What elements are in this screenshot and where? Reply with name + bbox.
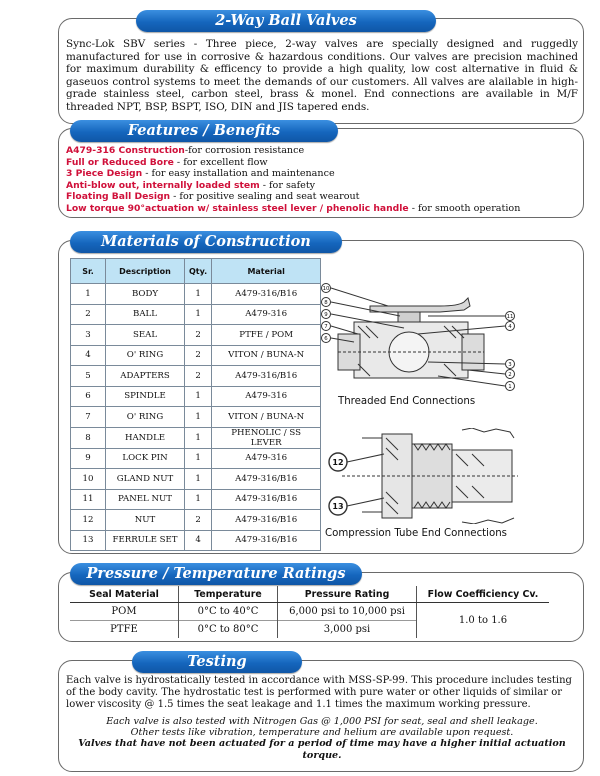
table-header-row [70, 586, 549, 603]
materials-title: Materials of Construction [101, 233, 311, 250]
description-cell: BALL [106, 304, 185, 325]
qty-cell: 2 [185, 366, 212, 387]
description-cell: GLAND NUT [106, 469, 185, 490]
qty-cell: 1 [185, 448, 212, 469]
testing-note-other: Other tests like vibration, temperature and helium are available upon request. [130, 727, 514, 739]
col-header-pressure: Pressure Rating [278, 586, 417, 603]
description-cell: HANDLE [106, 427, 185, 448]
testing-title: Testing [187, 653, 247, 670]
qty-cell: 1 [185, 489, 212, 510]
compression-caption: Compression Tube End Connections [325, 528, 507, 539]
cv-cell: 1.0 to 1.6 [417, 603, 550, 639]
feature-item [66, 191, 360, 203]
sr-cell: 9 [71, 448, 106, 469]
material-cell: A479-316/B16 [212, 366, 321, 387]
col-header-qty: Qty. [185, 259, 212, 284]
callout-label: 4 [508, 324, 512, 330]
feature-key: Anti-blow out, internally loaded stem [66, 179, 260, 191]
sr-cell: 8 [71, 427, 106, 448]
features-header [70, 120, 338, 142]
testing-description: Each valve is hydrostatically tested in accordance with MSS-SP-99. This procedure includes testing of the body cavity. The hydrostatic test is performed with pure water or other liquids of similar or lower viscosity @ 1.5 times the seat leakage and 1.1 times the maximum working pressure. [66, 675, 572, 710]
qty-cell: 4 [185, 530, 212, 551]
feature-key: Full or Reduced Bore [66, 156, 174, 168]
material-cell: A479-316/B16 [212, 284, 321, 305]
description-cell: NUT [106, 510, 185, 531]
testing-note-nitrogen: Each valve is also tested with Nitrogen Gas @ 1,000 PSI for seat, seal and shell leakage. [106, 716, 538, 727]
feature-item [66, 157, 268, 169]
col-header-description: Description [106, 259, 185, 284]
col-header-temperature: Temperature [179, 586, 278, 603]
threaded-valve-drawing [318, 276, 524, 396]
qty-cell: 2 [185, 345, 212, 366]
table-header-row [71, 259, 321, 284]
callout-label: 7 [324, 324, 328, 330]
temperature-cell: 0°C to 80°C [179, 621, 278, 639]
material-cell: A479-316/B16 [212, 469, 321, 490]
sr-cell: 5 [71, 366, 106, 387]
sr-cell: 2 [71, 304, 106, 325]
pressure-title: Pressure / Temperature Ratings [86, 565, 346, 582]
description-cell: SEAL [106, 325, 185, 346]
col-header-cv: Flow Coefficiency Cv. [417, 586, 550, 603]
feature-key: A479-316 Construction [66, 145, 185, 156]
materials-table [70, 258, 321, 551]
col-header-seal: Seal Material [70, 586, 179, 603]
sr-cell: 13 [71, 530, 106, 551]
table-row [71, 530, 321, 551]
table-row [71, 386, 321, 407]
col-header-material: Material [212, 259, 321, 284]
qty-cell: 1 [185, 407, 212, 428]
callout-label: 2 [508, 372, 512, 378]
description-cell: SPINDLE [106, 386, 185, 407]
table-row [71, 284, 321, 305]
testing-header [132, 651, 302, 673]
feature-key: 3 Piece Design [66, 168, 143, 179]
ball-valves-header [136, 10, 436, 32]
description-cell: O' RING [106, 345, 185, 366]
qty-cell: 2 [185, 325, 212, 346]
description-cell: FERRULE SET [106, 530, 185, 551]
compression-fitting-drawing [322, 428, 522, 524]
description-cell: PANEL NUT [106, 489, 185, 510]
ball-valves-description: Sync-Lok SBV series - Three piece, 2-way valves are specially designed and ruggedly manufactured for use in corrosive & hazardous conditions. Our valves are precision machined for maximum durability & efficency to provide a high quality, low cost alternative in fluid & gaseuos control systems to meet the demands of our customers. All valves are alailable in high-grade stainless steel, carbon steel, brass & monel. End connections are available in M/F threaded NPT, BSP, BSPT, ISO, DIN and JIS tapered ends. [66, 38, 578, 113]
material-cell: A479-316/B16 [212, 489, 321, 510]
pressure-header [70, 563, 362, 585]
feature-text: - for excellent flow [173, 156, 268, 168]
seal-cell: PTFE [70, 621, 179, 639]
sr-cell: 1 [71, 284, 106, 305]
sr-cell: 10 [71, 469, 106, 490]
material-cell: A479-316/B16 [212, 510, 321, 531]
table-row [71, 366, 321, 387]
qty-cell: 1 [185, 427, 212, 448]
table-row [71, 448, 321, 469]
feature-text: - for safety [259, 179, 316, 191]
testing-note-actuation: Valves that have not been actuated for a period of time may have a higher initial actuation torque. [78, 738, 566, 761]
table-row [71, 407, 321, 428]
description-cell: O' RING [106, 407, 185, 428]
sr-cell: 3 [71, 325, 106, 346]
callout-label: 13 [332, 502, 344, 511]
sr-cell: 7 [71, 407, 106, 428]
table-row [71, 427, 321, 448]
material-cell: A479-316/B16 [212, 530, 321, 551]
callout-label: 3 [508, 362, 512, 368]
feature-key: Floating Ball Design [66, 191, 171, 202]
callout-label: 10 [322, 286, 330, 292]
temperature-cell: 0°C to 40°C [179, 603, 278, 621]
sr-cell: 6 [71, 386, 106, 407]
callout-label: 12 [332, 458, 344, 467]
pressure-cell: 3,000 psi [278, 621, 417, 639]
description-cell: LOCK PIN [106, 448, 185, 469]
description-cell: ADAPTERS [106, 366, 185, 387]
materials-header [70, 231, 342, 253]
material-cell: PHENOLIC / SS LEVER [212, 427, 321, 448]
material-cell: PTFE / POM [212, 325, 321, 346]
table-row [71, 489, 321, 510]
pressure-table [70, 586, 549, 638]
feature-text: - for easy installation and maintenance [142, 168, 335, 179]
sr-cell: 11 [71, 489, 106, 510]
feature-item [66, 168, 335, 180]
material-cell: A479-316 [212, 448, 321, 469]
sr-cell: 4 [71, 345, 106, 366]
feature-text: - for positive sealing and seat wearout [170, 191, 360, 202]
material-cell: VITON / BUNA-N [212, 345, 321, 366]
material-cell: A479-316 [212, 386, 321, 407]
feature-text: -for corrosion resistance [184, 145, 305, 156]
testing-notes [66, 716, 578, 761]
qty-cell: 1 [185, 386, 212, 407]
table-row [71, 325, 321, 346]
material-cell: VITON / BUNA-N [212, 407, 321, 428]
callout-label: 11 [506, 314, 514, 320]
seal-cell: POM [70, 603, 179, 621]
table-row [71, 510, 321, 531]
feature-key: Low torque 90°actuation w/ stainless steel lever / phenolic handle [66, 202, 409, 214]
callout-label: 1 [508, 384, 512, 390]
table-row [71, 469, 321, 490]
qty-cell: 1 [185, 284, 212, 305]
table-row [71, 345, 321, 366]
col-header-sr: Sr. [71, 259, 106, 284]
qty-cell: 1 [185, 469, 212, 490]
table-row [70, 603, 549, 621]
callout-label: 8 [324, 300, 328, 306]
feature-text: - for smooth operation [408, 202, 521, 214]
ball-valves-title: 2-Way Ball Valves [215, 12, 357, 29]
features-title: Features / Benefits [127, 122, 281, 139]
feature-item [66, 145, 304, 157]
material-cell: A479-316 [212, 304, 321, 325]
qty-cell: 1 [185, 304, 212, 325]
feature-item [66, 180, 315, 192]
table-row [71, 304, 321, 325]
sr-cell: 12 [71, 510, 106, 531]
callout-label: 6 [324, 336, 328, 342]
description-cell: BODY [106, 284, 185, 305]
threaded-caption: Threaded End Connections [338, 396, 476, 407]
feature-item [66, 203, 520, 215]
callout-label: 9 [324, 312, 328, 318]
qty-cell: 2 [185, 510, 212, 531]
pressure-cell: 6,000 psi to 10,000 psi [278, 603, 417, 621]
